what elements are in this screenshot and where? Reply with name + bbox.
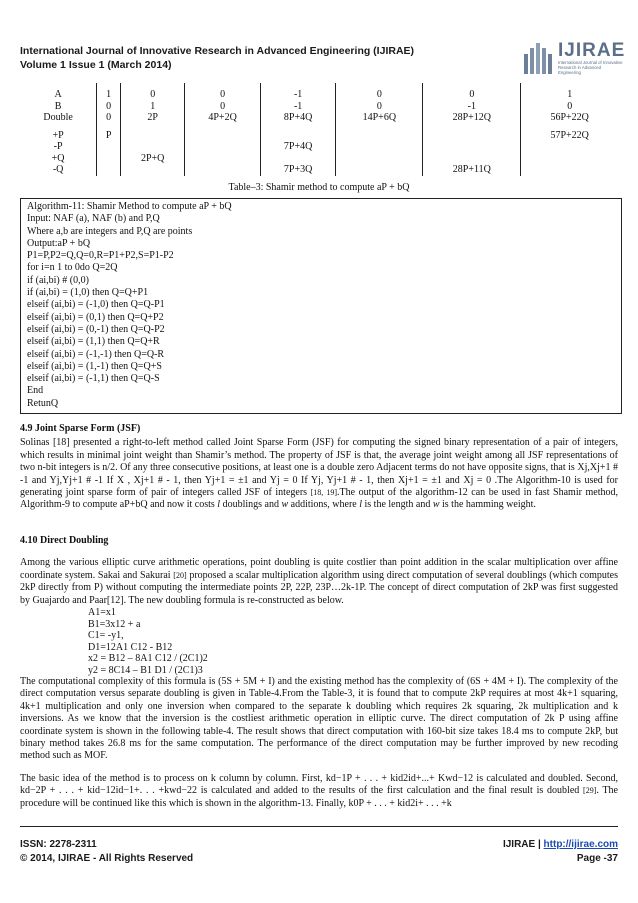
shamir-table — [20, 83, 618, 176]
table-cell — [260, 124, 336, 142]
footer-page-number: Page -37 — [576, 853, 618, 864]
table-row — [20, 101, 618, 113]
table-row — [20, 112, 618, 124]
journal-header — [20, 44, 460, 72]
text-run: The basic idea of the method is to process on k column by column. First, kd−1P + . . . + kid2id+...+ Kwd−12 is calculated and doubled. Second, kd−2P + . . . + kid−12id−1+. . . +kwd−22 is calculated and added to the results of the first calculation and the final result is doubled — [20, 772, 618, 797]
text-run: doublings and — [220, 499, 282, 511]
algorithm-line: RetunQ — [27, 397, 59, 409]
algorithm-line: elseif (ai,bi) = (0,-1) then Q=Q-P2 — [27, 323, 165, 335]
table-cell: -P — [20, 141, 97, 153]
table-cell: 0 — [423, 83, 521, 101]
table-cell: 0 — [97, 101, 121, 113]
footer-right — [503, 838, 618, 866]
table-cell: A — [20, 83, 97, 101]
table-cell — [121, 124, 185, 142]
algorithm-line: if (ai,bi) = (1,0) then Q=Q+P1 — [27, 287, 149, 299]
table-cell — [121, 141, 185, 153]
table-cell — [336, 153, 423, 165]
footer-rule — [20, 826, 618, 827]
table-cell: 57P+22Q — [521, 124, 618, 142]
footer-site-prefix: IJIRAE | — [502, 839, 544, 850]
formula-line: B1=3x12 + a — [88, 618, 141, 630]
section-heading-direct-doubling: 4.10 Direct Doubling — [20, 535, 109, 546]
table-cell — [336, 164, 423, 176]
table-cell: Double — [20, 112, 97, 124]
table-cell: B — [20, 101, 97, 113]
footer-left — [20, 838, 193, 866]
table-row — [20, 83, 618, 101]
text-run: .The Algorithm-10 is used for generating joint sparse form of pair of integers called JSF of integers — [20, 474, 618, 499]
formula-line: y2 = 8C14 – B1 D1 / (2C1)3 — [88, 664, 203, 676]
table-cell — [260, 153, 336, 165]
table-cell: 1 — [121, 101, 185, 113]
paragraph-column-method — [20, 773, 618, 810]
table-cell — [521, 164, 618, 176]
table-cell: -1 — [260, 101, 336, 113]
table-cell: 0 — [336, 101, 423, 113]
algorithm-line: End — [27, 385, 44, 397]
formula-line: x2 = B12 – 8A1 C12 / (2C1)2 — [88, 653, 208, 665]
algorithm-line: elseif (ai,bi) = (-1,1) then Q=Q-S — [27, 373, 160, 385]
text-run: is the hamming weight. — [439, 499, 536, 511]
journal-volume: Volume 1 Issue 1 (March 2014) — [20, 59, 172, 71]
formula-line: C1= -y1, — [88, 630, 124, 642]
algorithm-line: Algorithm-11: Shamir Method to compute aP + bQ — [27, 201, 232, 212]
jsf-condition-math: Xj,Xj+1 # -1 and Yj,Yj+1 # -1 If X , Xj+1 # - 1, then Yj+1 = ±1 and Yj = 0 If Yj, Yj+1 # - 1, then Xj+1 = ±1 and Xj = 0 — [20, 462, 619, 486]
section-direct-doubling — [20, 535, 618, 810]
table-cell — [97, 141, 121, 153]
table-cell — [336, 124, 423, 142]
algorithm-line: elseif (ai,bi) = (-1,0) then Q=Q-P1 — [27, 299, 165, 311]
journal-logo-tagline: International Journal of Innovative Research in Advanced Engineering — [558, 60, 623, 75]
paragraph-jsf — [20, 437, 618, 511]
table-cell: 2P — [121, 112, 185, 124]
table-cell: P — [97, 124, 121, 142]
table-cell — [185, 124, 261, 142]
table-cell: 1 — [521, 83, 618, 101]
table-cell: 0 — [185, 101, 261, 113]
table-cell: 0 — [121, 83, 185, 101]
table-cell — [423, 124, 521, 142]
footer-site — [503, 838, 618, 852]
table-cell: 14P+6Q — [336, 112, 423, 124]
formula-line: A1=x1 — [88, 607, 116, 619]
footer-copyright: © 2014, IJIRAE - All Rights Reserved — [20, 853, 194, 864]
table-cell — [185, 164, 261, 176]
table-cell — [97, 164, 121, 176]
table-cell: -1 — [423, 101, 521, 113]
footer-site-link[interactable]: http://ijirae.com — [543, 839, 618, 850]
algorithm-line: elseif (ai,bi) = (1,-1) then Q=Q+S — [27, 360, 162, 372]
text-run: .The output of the algorithm-12 can be used in fast Shamir method, Algorithm-9 to compute aP+bQ and now it costs — [20, 487, 619, 511]
algorithm-line: P1=P,P2=Q,Q=0,R=P1+P2,S=P1-P2 — [27, 250, 174, 262]
text-run: Among the various elliptic curve arithmetic operations, point doubling is quite costlier than point addition in the scalar multiplication over affine coordinate system. Sakai and Sakurai — [20, 557, 618, 581]
table-cell: -1 — [260, 83, 336, 101]
symbol-l: l — [359, 499, 363, 511]
table-cell: 2P+Q — [121, 153, 185, 165]
table-cell: 7P+3Q — [260, 164, 336, 176]
table-cell — [423, 141, 521, 153]
symbol-l: l — [217, 499, 221, 511]
algorithm-line: Where a,b are integers and P,Q are points — [27, 225, 193, 237]
algorithm-line: elseif (ai,bi) = (0,1) then Q=Q+P2 — [27, 311, 164, 323]
table-row — [20, 153, 618, 165]
algorithm-line: elseif (ai,bi) = (1,1) then Q=Q+R — [27, 336, 160, 348]
text-run: Solinas [18] presented a right-to-left method called Joint Sparse Form (JSF) for computing the signed binary representation of a pair of integers, which results in minimal joint weight than Shamir’s method. The property of JSF is that, the average joint weight among all JSF representations of two n-bit integers is n/2. Of any three consecutive positions, at least one is a double zero Adjacent terms do not have opposite signs, that is — [20, 437, 618, 474]
table-cell: +P — [20, 124, 97, 142]
paragraph-intro — [20, 557, 618, 607]
table-cell — [185, 153, 261, 165]
table-cell — [121, 164, 185, 176]
table-cell — [521, 141, 618, 153]
citation: [20] — [173, 570, 187, 580]
table-cell: 0 — [97, 112, 121, 124]
table-cell — [185, 141, 261, 153]
journal-logo-name: IJIRAE — [558, 40, 626, 61]
citation: [18, 19] — [310, 488, 338, 498]
algorithm-line: if (ai,bi) # (0,0) — [27, 274, 89, 286]
table-cell — [336, 141, 423, 153]
algorithm-line: for i=n 1 to 0do Q=2Q — [27, 262, 118, 274]
doubling-formulas — [20, 607, 618, 676]
journal-logo — [522, 40, 626, 76]
table-cell: 4P+2Q — [185, 112, 261, 124]
table-cell: +Q — [20, 153, 97, 165]
table-cell: 28P+11Q — [423, 164, 521, 176]
table-caption: Table–3: Shamir method to compute aP + bQ — [228, 182, 410, 193]
section-jsf — [20, 423, 618, 512]
table-cell: -Q — [20, 164, 97, 176]
footer-issn: ISSN: 2278-2311 — [20, 839, 97, 850]
journal-title: International Journal of Innovative Research in Advanced Engineering (IJIRAE) — [20, 45, 415, 57]
table-cell — [423, 153, 521, 165]
table-cell: 0 — [336, 83, 423, 101]
journal-logo-mark-icon — [522, 40, 556, 76]
algorithm-box — [20, 198, 622, 414]
paragraph-complexity: The computational complexity of this formula is (5S + 5M + I) and the existing method has the complexity of (6S + 4M + I). The complexity of the direct computation versus separate doubling is given in Table-4.From the Table-3, it is found that to compute 2kP requires at most 4k+1 squaring, 4k+1 multiplication and only one inversion when compared to the separate k doubling which requires 2k squaring, 2k multiplication and k inversions. As we know that the inversion is the costliest arithmetic operation in elliptic curve. The direct computation of 2k P using affine coordinate system is shown in the following table-4. The result shows that direct computation with 160-bit size takes 18.4 ms to compute 2kP, but binary method takes 26.8 ms for the same computation. The performance of the direct computation may be further improved by new recoding method such as MOF. — [20, 676, 618, 762]
table-cell: 8P+4Q — [260, 112, 336, 124]
table-cell: 0 — [185, 83, 261, 101]
section-heading-jsf: 4.9 Joint Sparse Form (JSF) — [20, 423, 141, 434]
citation: [29] — [583, 786, 597, 796]
algorithm-line: elseif (ai,bi) = (-1,-1) then Q=Q-R — [27, 348, 165, 360]
table-cell — [521, 153, 618, 165]
table-cell: 0 — [521, 101, 618, 113]
algorithm-line: Input: NAF (a), NAF (b) and P,Q — [27, 213, 160, 225]
table-row — [20, 124, 618, 142]
algorithm-line: Output:aP + bQ — [27, 237, 91, 249]
table-cell: 56P+22Q — [521, 112, 618, 124]
table-cell: 7P+4Q — [260, 141, 336, 153]
symbol-w: w — [281, 499, 289, 511]
table-row — [20, 141, 618, 153]
text-run: proposed a scalar multiplication algorithm using direct computation of several doublings (which computes 2kP directly from P) without computing the intermediate points 2P, 22P, 23P…2k-1P. The concept of direct computation of 2kP was first suggested by Guajardo and Paar[12]. The new doubling formula is re-constructed as below. — [20, 569, 619, 606]
table-cell: 28P+12Q — [423, 112, 521, 124]
table-row — [20, 164, 618, 176]
text-run: additions, where — [288, 499, 360, 511]
table-cell — [97, 153, 121, 165]
text-run: . The procedure will be continued like this which is shown in the algorithm-13. Finally, k0P + . . . + kid2i+ . . . +k — [20, 785, 618, 809]
formula-line: D1=12A1 C12 - B12 — [88, 641, 173, 653]
table-cell: 1 — [97, 83, 121, 101]
text-run: is the length and — [362, 499, 433, 511]
symbol-w: w — [432, 499, 440, 511]
